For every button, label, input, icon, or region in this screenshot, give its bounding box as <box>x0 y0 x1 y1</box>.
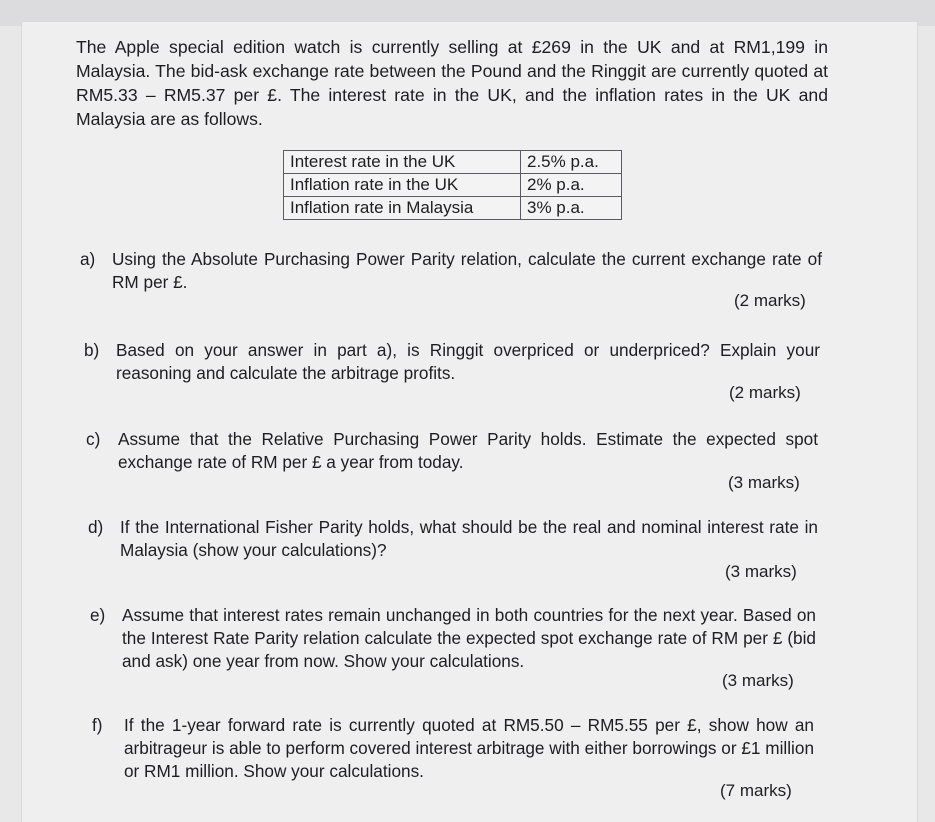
question-text: If the International Fisher Parity holds, what should be the real and nominal interest rate in Malaysia (show your calculations)? <box>120 517 818 560</box>
rate-value: 2.5% p.a. <box>521 151 622 174</box>
question-text: Assume that the Relative Purchasing Power Parity holds. Estimate the expected spot exchange rate of RM per £ a year from today. <box>118 429 818 472</box>
rate-label: Inflation rate in Malaysia <box>284 197 521 220</box>
intro-paragraph: The Apple special edition watch is currently selling at £269 in the UK and at RM1,199 in Malaysia. The bid-ask exchange rate between the Pound and the Ringgit are currently quoted at RM5.33 – RM5.37 per £. The interest rate in the UK, and the inflation rates in the UK and Malaysia are as follows. <box>76 37 828 129</box>
question-b <box>84 339 820 385</box>
question-letter: d) <box>88 517 104 537</box>
question-text: Based on your answer in part a), is Ringgit overpriced or underpriced? Explain your reasoning and calculate the arbitrage profits. <box>116 340 820 383</box>
question-f <box>92 714 814 783</box>
question-e <box>90 604 816 673</box>
rate-label: Inflation rate in the UK <box>284 174 521 197</box>
question-marks: (2 marks) <box>729 383 801 402</box>
question-letter: c) <box>86 429 101 449</box>
table-row <box>284 197 622 220</box>
question-marks: (3 marks) <box>725 562 797 581</box>
question-text: If the 1-year forward rate is currently quoted at RM5.50 – RM5.55 per £, show how an arbitrageur is able to perform covered interest arbitrage with either borrowings or £1 million or RM1 million. Show your calculations. <box>124 715 814 781</box>
question-letter: b) <box>84 340 100 360</box>
document-page <box>22 22 917 822</box>
table-row <box>284 151 622 174</box>
rate-label: Interest rate in the UK <box>284 151 521 174</box>
question-a <box>80 248 822 294</box>
question-text: Assume that interest rates remain unchanged in both countries for the next year. Based on the Interest Rate Parity relation calculate the expected spot exchange rate of RM per £ (bid and ask) one year from now. Show your calculations. <box>122 605 816 671</box>
question-letter: a) <box>80 249 96 269</box>
question-text: Using the Absolute Purchasing Power Parity relation, calculate the current exchange rate of RM per £. <box>112 249 822 292</box>
question-marks: (7 marks) <box>720 781 792 800</box>
rate-value: 3% p.a. <box>521 197 622 220</box>
question-c <box>86 428 818 474</box>
table-row <box>284 174 622 197</box>
question-letter: e) <box>90 605 106 625</box>
question-letter: f) <box>92 715 103 735</box>
rate-value: 2% p.a. <box>521 174 622 197</box>
question-marks: (3 marks) <box>722 671 794 690</box>
question-marks: (2 marks) <box>734 291 806 310</box>
question-d <box>88 516 818 562</box>
rates-table <box>283 150 622 220</box>
question-marks: (3 marks) <box>728 473 800 492</box>
